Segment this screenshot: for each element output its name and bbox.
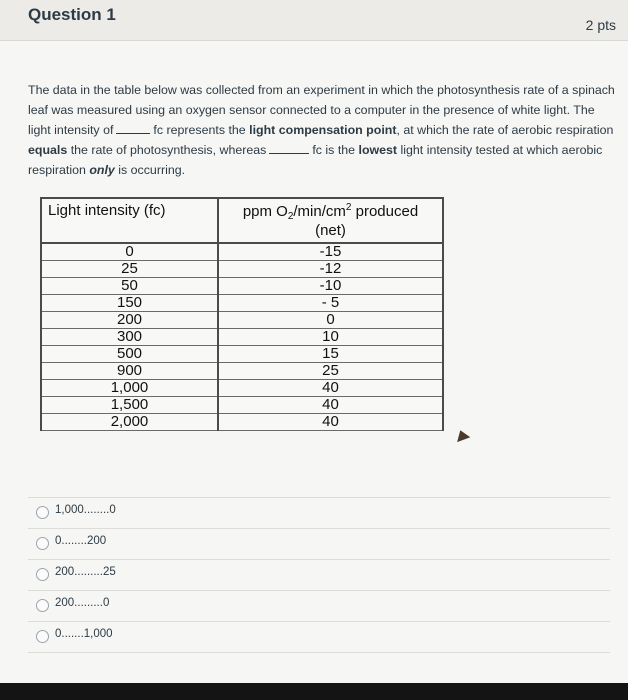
cell-light-intensity: 0 <box>41 243 218 261</box>
question-text-part: The data in the table below was collected from an experiment in which the photosynthesis rate of a spinach leaf was measured using an oxygen sensor connected to a computer in the presence of white light. The light intensity of <box>28 83 615 137</box>
question-text-bold: light compensation point <box>249 123 397 137</box>
cell-light-intensity: 200 <box>41 312 218 329</box>
table-row <box>41 363 443 380</box>
blank-line-1 <box>116 123 150 134</box>
table-row <box>41 329 443 346</box>
cell-light-intensity: 150 <box>41 295 218 312</box>
table-row <box>41 243 443 261</box>
question-text-part: is occurring. <box>118 163 186 177</box>
cell-light-intensity: 900 <box>41 363 218 380</box>
answer-option[interactable] <box>28 559 610 590</box>
cell-o2-produced: 40 <box>218 414 443 431</box>
table-row <box>41 414 443 431</box>
cell-o2-produced: 40 <box>218 380 443 397</box>
table-row <box>41 346 443 363</box>
radio-button[interactable] <box>36 568 49 581</box>
question-text-part: , at which the rate of aerobic respiration <box>396 123 614 137</box>
table-row <box>41 261 443 278</box>
answer-option[interactable] <box>28 590 610 621</box>
data-table <box>40 197 444 431</box>
cell-o2-produced: 40 <box>218 397 443 414</box>
answer-option[interactable] <box>28 621 610 653</box>
column-header-light-intensity: Light intensity (fc) <box>41 198 218 243</box>
cell-o2-produced: -12 <box>218 261 443 278</box>
table-header-row <box>41 198 443 243</box>
answer-list <box>28 497 610 653</box>
question-text-bold: lowest <box>358 143 398 157</box>
header-superscript: 2 <box>345 202 352 213</box>
bottom-bar <box>0 683 628 700</box>
question-text-part: light intensity tested at which aerobic respiration <box>28 143 603 177</box>
question-text-bold: equals <box>28 143 68 157</box>
cell-light-intensity: 300 <box>41 329 218 346</box>
question-text-part: fc is the <box>312 143 356 157</box>
question-header <box>0 0 628 41</box>
column-header-o2-produced <box>218 198 443 243</box>
table-row <box>41 295 443 312</box>
question-points: 2 pts <box>585 17 616 33</box>
answer-label[interactable]: 1,000........0 <box>55 504 116 516</box>
cell-o2-produced: 10 <box>218 329 443 346</box>
answer-option[interactable] <box>28 528 610 559</box>
table-row <box>41 397 443 414</box>
question-text-part: the rate of photosynthesis, whereas <box>70 143 267 157</box>
header-subscript: 2 <box>287 211 294 222</box>
answer-option[interactable] <box>28 497 610 528</box>
radio-button[interactable] <box>36 630 49 643</box>
cell-o2-produced: 0 <box>218 312 443 329</box>
header-text: (net) <box>315 222 346 239</box>
mouse-cursor-icon <box>454 428 471 442</box>
cell-o2-produced: 25 <box>218 363 443 380</box>
header-text: ppm O <box>242 203 288 220</box>
blank-line-2 <box>269 143 309 154</box>
header-text: produced <box>351 203 419 220</box>
answer-label[interactable]: 0.......1,000 <box>55 628 113 640</box>
header-text: /min/cm <box>293 203 346 220</box>
table-row <box>41 312 443 329</box>
question-text <box>28 80 618 180</box>
answer-label[interactable]: 200.........0 <box>55 597 110 609</box>
radio-button[interactable] <box>36 506 49 519</box>
cell-o2-produced: 15 <box>218 346 443 363</box>
radio-button[interactable] <box>36 599 49 612</box>
question-text-part: fc represents the <box>153 123 246 137</box>
table-row <box>41 380 443 397</box>
answer-label[interactable]: 200.........25 <box>55 566 116 578</box>
cell-light-intensity: 500 <box>41 346 218 363</box>
answer-label[interactable]: 0........200 <box>55 535 107 547</box>
cell-light-intensity: 2,000 <box>41 414 218 431</box>
cell-light-intensity: 1,000 <box>41 380 218 397</box>
cell-o2-produced: -15 <box>218 243 443 261</box>
cell-o2-produced: - 5 <box>218 295 443 312</box>
question-title: Question 1 <box>28 5 116 24</box>
cell-o2-produced: -10 <box>218 278 443 295</box>
question-text-italic: only <box>89 163 115 177</box>
radio-button[interactable] <box>36 537 49 550</box>
cell-light-intensity: 1,500 <box>41 397 218 414</box>
cell-light-intensity: 25 <box>41 261 218 278</box>
table-row <box>41 278 443 295</box>
cell-light-intensity: 50 <box>41 278 218 295</box>
